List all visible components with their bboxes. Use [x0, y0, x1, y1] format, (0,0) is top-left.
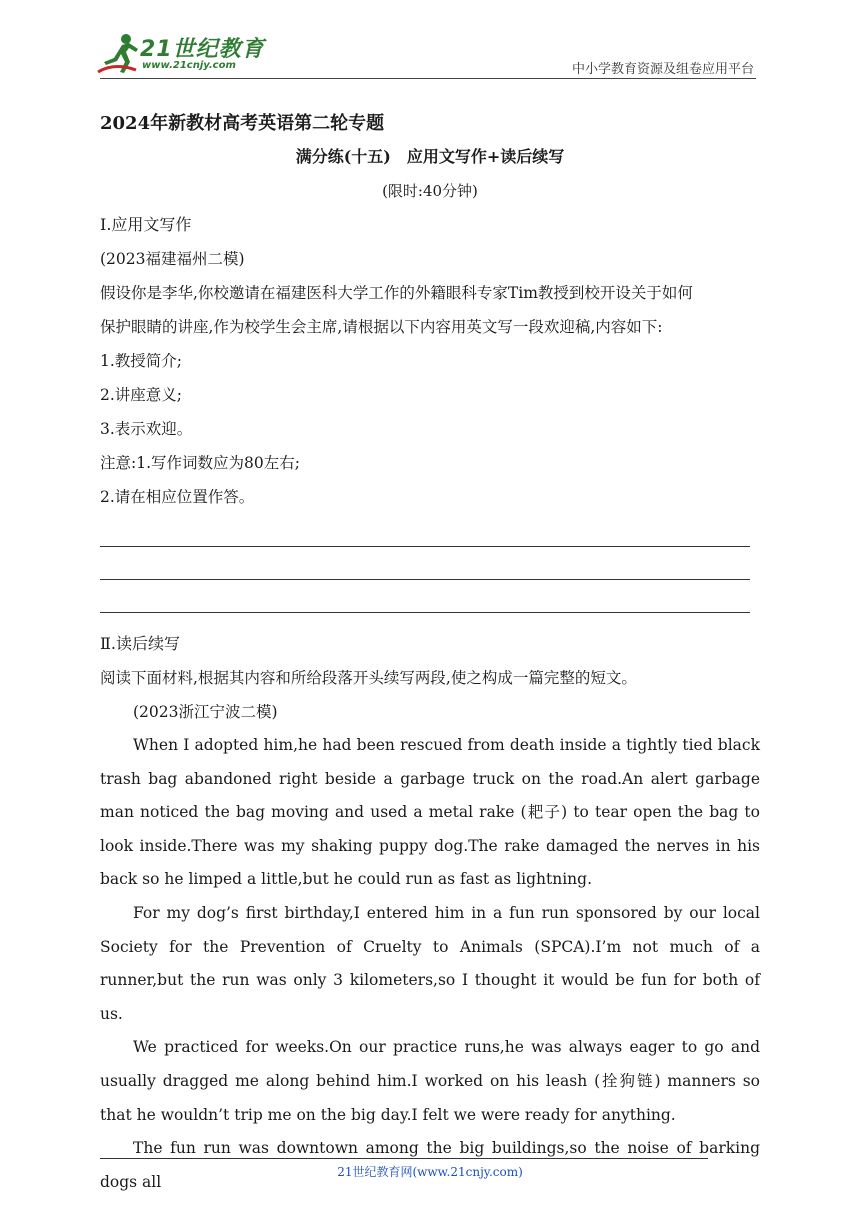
story-paragraph: For my dog’s first birthday,I entered him in a fun run sponsored by our local Society for the Prevention of Cruelty to Animals (SPCA).I’m not much of a runner,but the run was only 3 kilometers,so I thought it would be fun for both of us. — [100, 903, 760, 1023]
story-paragraph: The fun run was downtown among the big buildings,so the noise of barking dogs all — [100, 1139, 760, 1191]
list-item: 3.表示欢迎。 — [100, 420, 193, 438]
header-platform-text: 中小学教育资源及组卷应用平台 — [571, 62, 754, 77]
list-item: 1.教授简介; — [100, 352, 183, 370]
page-title: 2024年新教材高考英语第二轮专题 — [100, 113, 385, 134]
answer-line[interactable] — [100, 514, 750, 547]
section1-source: (2023福建福州二模) — [100, 250, 245, 268]
prompt-line: 假设你是李华,你校邀请在福建医科大学工作的外籍眼科专家Tim教授到校开设关于如何 — [100, 284, 693, 302]
answer-line[interactable] — [100, 547, 750, 580]
logo-url: www.21cnjy.com — [142, 60, 236, 71]
logo-text: 21世纪教育 — [140, 37, 265, 62]
section1-heading: Ⅰ.应用文写作 — [100, 215, 192, 234]
prompt-line: 保护眼睛的讲座,作为校学生会主席,请根据以下内容用英文写一段欢迎稿,内容如下: — [100, 318, 663, 336]
note-line: 2.请在相应位置作答。 — [100, 488, 255, 506]
document-body — [100, 108, 760, 1199]
story-paragraph: We practiced for weeks.On our practice runs,he was always eager to go and usually dragged me along behind him.I worked on his leash (拴狗链) manners so that he wouldn’t trip me on the big day.I felt we were ready for anything. — [100, 1038, 760, 1124]
header-divider — [100, 78, 756, 79]
logo — [96, 32, 266, 78]
section2-instruction: 阅读下面材料,根据其内容和所给段落开头续写两段,使之构成一篇完整的短文。 — [100, 669, 637, 687]
section2-heading: Ⅱ.读后续写 — [100, 634, 180, 653]
footer-divider — [100, 1158, 708, 1159]
footer-text[interactable]: 21世纪教育网(www.21cnjy.com) — [337, 1165, 523, 1179]
time-limit: (限时:40分钟) — [382, 182, 478, 200]
list-item: 2.讲座意义; — [100, 386, 183, 404]
section2-source: (2023浙江宁波二模) — [133, 703, 278, 721]
page-header — [0, 0, 860, 90]
note-line: 注意:1.写作词数应为80左右; — [100, 454, 300, 472]
runner-icon — [96, 32, 142, 76]
answer-line[interactable] — [100, 580, 750, 613]
story-paragraph: When I adopted him,he had been rescued from death inside a tightly tied black trash bag abandoned right beside a garbage truck on the road.An alert garbage man noticed the bag moving and used a metal rake (耙子) to tear open the bag to look inside.There was my shaking puppy dog.The rake damaged the nerves in his back so he limped a little,but he could run as fast as lightning. — [100, 736, 760, 889]
page-subtitle: 满分练(十五) 应用文写作+读后续写 — [295, 147, 565, 166]
